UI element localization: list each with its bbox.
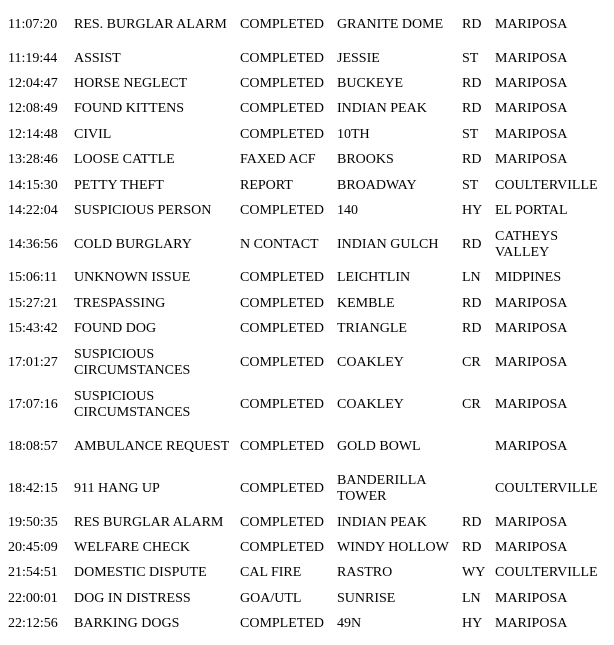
call-street-suffix: ST [462, 177, 479, 193]
call-time: 17:01:27 [8, 354, 58, 370]
call-street: GRANITE DOME [337, 17, 444, 32]
call-type: CIVIL [74, 126, 112, 142]
call-city: EL PORTAL [495, 203, 568, 219]
call-disposition: COMPLETED [240, 76, 324, 92]
call-street-suffix: HY [462, 616, 483, 632]
table-row [0, 611, 614, 636]
call-street: WINDY HOLLOW [337, 539, 449, 555]
call-street: TRIANGLE [337, 321, 407, 337]
call-street: 10TH [337, 126, 370, 142]
table-row [0, 586, 614, 611]
call-time: 17:07:16 [8, 396, 58, 412]
call-time: 20:45:09 [8, 539, 58, 555]
call-city: MARIPOSA [495, 17, 568, 32]
call-street-suffix: CR [462, 396, 481, 412]
call-type: SUSPICIOUS CIRCUMSTANCES [74, 388, 191, 420]
call-type: UNKNOWN ISSUE [74, 270, 191, 286]
table-row [0, 46, 614, 71]
call-street-suffix: RD [462, 236, 482, 252]
call-disposition: COMPLETED [240, 270, 324, 286]
call-disposition: GOA/UTL [240, 590, 302, 606]
call-type: COLD BURGLARY [74, 236, 192, 252]
call-street-suffix: HY [462, 203, 483, 219]
call-time: 15:43:42 [8, 321, 58, 337]
table-row [0, 224, 614, 266]
call-disposition: COMPLETED [240, 295, 324, 311]
call-street: COAKLEY [337, 396, 404, 412]
call-city: MARIPOSA [495, 101, 568, 117]
call-disposition: COMPLETED [240, 17, 324, 32]
table-row [0, 122, 614, 147]
table-row [0, 173, 614, 198]
call-street: COAKLEY [337, 354, 404, 370]
call-type: TRESPASSING [74, 295, 166, 311]
call-city: MARIPOSA [495, 590, 568, 606]
table-row [0, 426, 614, 468]
table-row [0, 291, 614, 316]
call-type: DOG IN DISTRESS [74, 590, 191, 606]
call-time: 12:04:47 [8, 76, 58, 92]
call-time: 19:50:35 [8, 514, 58, 530]
call-type: LOOSE CATTLE [74, 152, 175, 168]
call-time: 15:06:11 [8, 270, 58, 286]
table-row [0, 71, 614, 96]
call-log-body [0, 4, 614, 637]
call-city: MARIPOSA [495, 539, 568, 555]
call-street: LEICHTLIN [337, 270, 411, 286]
call-street-suffix [462, 426, 495, 468]
call-disposition: COMPLETED [240, 101, 324, 117]
call-time: 22:12:56 [8, 616, 58, 632]
call-city: MARIPOSA [495, 354, 568, 370]
table-row [0, 468, 614, 510]
call-time: 14:15:30 [8, 177, 58, 193]
table-row [0, 148, 614, 173]
call-street-suffix: RD [462, 152, 482, 168]
call-time: 18:42:15 [8, 480, 58, 496]
call-city: MARIPOSA [495, 152, 568, 168]
call-type: AMBULANCE REQUEST [74, 438, 230, 454]
call-type: RES BURGLAR ALARM [74, 514, 224, 530]
call-time: 21:54:51 [8, 565, 58, 581]
call-city: MARIPOSA [495, 76, 568, 92]
call-log-table [0, 4, 614, 637]
call-street: KEMBLE [337, 295, 395, 311]
call-type: HORSE NEGLECT [74, 76, 188, 92]
call-disposition: COMPLETED [240, 396, 324, 412]
call-street: BUCKEYE [337, 76, 404, 92]
call-type: BARKING DOGS [74, 616, 180, 632]
call-type: SUSPICIOUS CIRCUMSTANCES [74, 346, 191, 378]
call-street-suffix: WY [462, 565, 486, 581]
call-type: SUSPICIOUS PERSON [74, 203, 212, 219]
call-street: JESSIE [337, 50, 380, 66]
call-type: DOMESTIC DISPUTE [74, 565, 207, 581]
call-time: 14:22:04 [8, 203, 58, 219]
call-street: RASTRO [337, 565, 393, 581]
call-disposition: CAL FIRE [240, 565, 302, 581]
call-street: GOLD BOWL [337, 438, 421, 454]
table-row [0, 97, 614, 122]
call-street: 49N [337, 616, 362, 632]
call-disposition: COMPLETED [240, 514, 324, 530]
call-time: 18:08:57 [8, 438, 58, 454]
call-street-suffix: RD [462, 539, 482, 555]
call-city: COULTERVILLE [495, 565, 598, 581]
call-type: WELFARE CHECK [74, 539, 191, 555]
table-row [0, 535, 614, 560]
call-type: FOUND KITTENS [74, 101, 185, 117]
call-street-suffix: RD [462, 101, 482, 117]
call-disposition: COMPLETED [240, 321, 324, 337]
call-street: INDIAN PEAK [337, 101, 427, 117]
call-city: MARIPOSA [495, 295, 568, 311]
call-street-suffix: RD [462, 76, 482, 92]
call-city: MARIPOSA [495, 321, 568, 337]
call-city: CATHEYS VALLEY [495, 228, 559, 260]
call-street-suffix: ST [462, 126, 479, 142]
call-city: MARIPOSA [495, 396, 568, 412]
table-row [0, 510, 614, 535]
table-row [0, 561, 614, 586]
call-disposition: COMPLETED [240, 50, 324, 66]
call-time: 14:36:56 [8, 236, 58, 252]
table-row [0, 317, 614, 342]
call-type: FOUND DOG [74, 321, 157, 337]
call-disposition: REPORT [240, 177, 293, 193]
call-street-suffix: LN [462, 270, 481, 286]
call-disposition: COMPLETED [240, 126, 324, 142]
call-city: MARIPOSA [495, 514, 568, 530]
call-disposition: COMPLETED [240, 354, 324, 370]
table-row [0, 266, 614, 291]
table-row [0, 384, 614, 426]
table-row [0, 342, 614, 384]
call-street-suffix: RD [462, 17, 482, 32]
call-disposition: FAXED ACF [240, 152, 316, 168]
table-row [0, 4, 614, 46]
call-type: PETTY THEFT [74, 177, 164, 193]
table-row [0, 198, 614, 223]
call-street-suffix [462, 468, 495, 510]
call-street: BANDERILLA TOWER [337, 472, 426, 504]
call-city: MARIPOSA [495, 126, 568, 142]
call-disposition: COMPLETED [240, 438, 324, 454]
call-time: 15:27:21 [8, 295, 58, 311]
call-street-suffix: RD [462, 295, 482, 311]
call-type: RES. BURGLAR ALARM [74, 17, 227, 32]
call-city: MARIPOSA [495, 438, 568, 454]
call-type: 911 HANG UP [74, 480, 160, 496]
call-disposition: N CONTACT [240, 236, 319, 252]
call-time: 12:14:48 [8, 126, 58, 142]
call-disposition: COMPLETED [240, 203, 324, 219]
call-city: MIDPINES [495, 270, 562, 286]
call-type: ASSIST [74, 50, 121, 66]
call-street-suffix: CR [462, 354, 481, 370]
call-street-suffix: RD [462, 514, 482, 530]
call-disposition: COMPLETED [240, 616, 324, 632]
call-street: 140 [337, 203, 358, 219]
call-street-suffix: LN [462, 590, 481, 606]
call-city: COULTERVILLE [495, 480, 598, 496]
call-street: BROOKS [337, 152, 394, 168]
call-street-suffix: ST [462, 50, 479, 66]
call-street-suffix: RD [462, 321, 482, 337]
call-city: COULTERVILLE [495, 177, 598, 193]
call-time: 13:28:46 [8, 152, 58, 168]
call-street: INDIAN GULCH [337, 236, 439, 252]
call-disposition: COMPLETED [240, 480, 324, 496]
call-street: INDIAN PEAK [337, 514, 427, 530]
call-city: MARIPOSA [495, 50, 568, 66]
call-street: BROADWAY [337, 177, 417, 193]
call-disposition: COMPLETED [240, 539, 324, 555]
call-city: MARIPOSA [495, 616, 568, 632]
call-time: 22:00:01 [8, 590, 58, 606]
call-time: 12:08:49 [8, 101, 58, 117]
call-time: 11:07:20 [8, 17, 58, 32]
call-street: SUNRISE [337, 590, 396, 606]
call-time: 11:19:44 [8, 50, 58, 66]
